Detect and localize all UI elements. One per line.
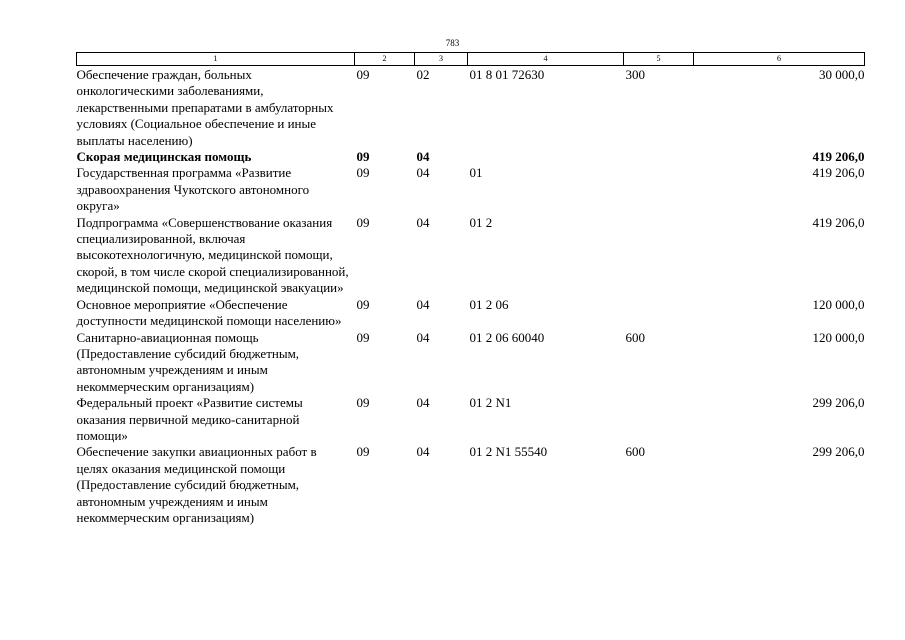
table-row	[77, 395, 865, 444]
target-article-code: 01 2 06 60040	[469, 329, 545, 345]
table-row	[77, 330, 865, 396]
section-code: 09	[356, 395, 370, 411]
expense-type-code	[624, 215, 694, 297]
expense-type-code: 600	[625, 444, 645, 460]
amount: 299 206,0	[812, 444, 865, 460]
amount: 30 000,0	[819, 67, 865, 82]
budget-table	[76, 52, 865, 526]
item-name: Подпрограмма «Совершенствование оказания специализированной, включая высокотехнологичную, медицинской помощи, скорой, в том числе скорой специализированной, медицинской помощи, медицинской эвакуации»	[76, 214, 349, 296]
target-article-code: 01	[469, 165, 483, 181]
column-header-3: 3	[415, 53, 468, 66]
table-row	[77, 165, 865, 214]
column-number-row	[77, 53, 865, 66]
section-code: 09	[356, 165, 370, 181]
table-row	[77, 215, 865, 297]
table-row	[77, 444, 865, 526]
item-name: Государственная программа «Развитие здравоохранения Чукотского автономного округа»	[76, 165, 310, 214]
column-header-1: 1	[77, 53, 355, 66]
item-name: Основное мероприятие «Обеспечение доступности медицинской помощи населению»	[76, 296, 342, 329]
item-name: Скорая медицинская помощь	[76, 149, 252, 165]
column-header-4: 4	[468, 53, 624, 66]
subsection-code: 04	[416, 214, 430, 230]
column-header-6: 6	[694, 53, 865, 66]
subsection-code: 04	[416, 395, 430, 411]
subsection-code: 04	[416, 296, 430, 312]
column-header-5: 5	[624, 53, 694, 66]
expense-type-code: 600	[625, 329, 645, 345]
item-name: Санитарно-авиационная помощь (Предоставление субсидий бюджетным, автономным учреждениям и иным некоммерческим организациям)	[76, 329, 300, 394]
item-name: Федеральный проект «Развитие системы оказания первичной медико-санитарной помощи»	[76, 395, 303, 443]
target-article-code: 01 2 N1 55540	[469, 444, 548, 460]
item-name: Обеспечение граждан, больных онкологическими заболеваниями, лекарственными препаратами в амбулаторных условиях (Социальное обеспечение и иные выплаты населению)	[76, 67, 334, 148]
subsection-code: 04	[416, 165, 430, 181]
item-name: Обеспечение закупки авиационных работ в целях оказания медицинской помощи (Предоставление субсидий бюджетным, автономным учреждениям и иным некоммерческим организациям)	[76, 444, 317, 525]
page-number: 783	[445, 38, 460, 48]
expense-type-code: 300	[625, 67, 645, 82]
subsection-code: 02	[416, 67, 430, 82]
table-header	[77, 53, 865, 66]
target-article-code: 01 2	[469, 214, 493, 230]
amount: 120 000,0	[812, 296, 865, 312]
target-article-code: 01 2 N1	[469, 395, 512, 411]
subsection-code: 04	[416, 149, 430, 165]
section-code: 09	[356, 329, 370, 345]
target-article-code: 01 2 06	[469, 296, 509, 312]
column-header-2: 2	[355, 53, 415, 66]
target-article-code	[468, 149, 624, 165]
expense-type-code	[624, 297, 694, 330]
amount: 299 206,0	[812, 395, 865, 411]
table-row	[77, 149, 865, 165]
expense-type-code	[624, 165, 694, 214]
section-code: 09	[356, 149, 370, 165]
expense-type-code	[624, 395, 694, 444]
table-row	[77, 297, 865, 330]
amount: 120 000,0	[812, 329, 865, 345]
amount: 419 206,0	[812, 149, 865, 165]
subsection-code: 04	[416, 444, 430, 460]
table-body	[77, 66, 865, 527]
amount: 419 206,0	[812, 165, 865, 181]
table-row	[77, 66, 865, 150]
subsection-code: 04	[416, 329, 430, 345]
section-code: 09	[356, 67, 370, 82]
amount: 419 206,0	[812, 214, 865, 230]
target-article-code: 01 8 01 72630	[469, 67, 545, 82]
section-code: 09	[356, 444, 370, 460]
section-code: 09	[356, 296, 370, 312]
expense-type-code	[624, 149, 694, 165]
section-code: 09	[356, 214, 370, 230]
